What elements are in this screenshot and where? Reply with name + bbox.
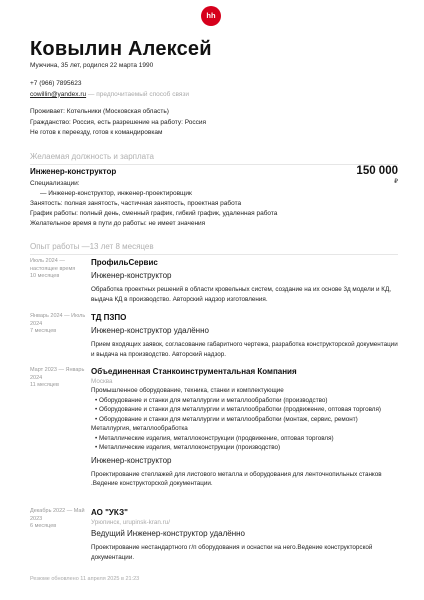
job-duration: 7 месяцев bbox=[30, 328, 57, 334]
job-body bbox=[91, 508, 398, 562]
experience-section-title: Опыт работы —13 лет 8 месяцев bbox=[30, 242, 398, 255]
job-body bbox=[91, 313, 398, 359]
job-dates: Июль 2024 — настоящее время bbox=[30, 258, 76, 272]
candidate-name: Ковылин Алексей bbox=[30, 38, 212, 60]
job-body bbox=[91, 258, 398, 304]
contacts-block bbox=[30, 79, 189, 100]
job-location: Москва bbox=[91, 378, 113, 385]
spec-label: Специализации: bbox=[30, 180, 80, 187]
job-period bbox=[30, 367, 86, 390]
job-duration: 11 месяцев bbox=[30, 382, 59, 388]
address-block bbox=[30, 107, 206, 139]
relocation: Не готов к переезду, готов к командировкам bbox=[30, 129, 163, 136]
employment: Занятость: полная занятость, частичная занятость, проектная работа bbox=[30, 200, 242, 207]
job-role: Инженер-конструктор bbox=[91, 271, 172, 280]
job-description: Проектирование нестандартного г/п оборудования и оснастки на него.Ведение конструкторской документации. bbox=[91, 544, 373, 561]
candidate-subtitle: Мужчина, 35 лет, родился 22 марта 1990 bbox=[30, 62, 154, 69]
job-period bbox=[30, 313, 86, 336]
email-line bbox=[30, 90, 189, 101]
industry-title: Промышленное оборудование, техника, станки и комплектующие bbox=[91, 387, 284, 394]
job-duration: 10 месяцев bbox=[30, 273, 60, 279]
industry-item: • Металлические изделия, металлоконструкции (продвижение, оптовая торговля) bbox=[95, 434, 334, 442]
desired-position: Инженер-конструктор bbox=[30, 167, 117, 176]
residence: Проживает: Котельники (Московская область) bbox=[30, 108, 169, 115]
commute: Желательное время в пути до работы: не имеет значения bbox=[30, 220, 206, 227]
industry-item: • Металлические изделия, металлоконструкции (производство) bbox=[95, 444, 281, 451]
job-description: Обработка проектных решений в области кровельных систем, создание на их основе 3д модели и КД, выдача КД в производство. Авторский надзор изготовления. bbox=[91, 286, 391, 303]
job-role: Инженер-конструктор удалённо bbox=[91, 326, 209, 335]
job-period bbox=[30, 508, 86, 531]
job-role: Ведущий Инженер-конструктор удалённо bbox=[91, 529, 245, 538]
job-dates: Январь 2024 — Июль 2024 bbox=[30, 313, 86, 327]
job-description: Прием входящих заявок, согласование габаритного чертежа, разработка конструкторской документации и выдача на производство. Авторский надзор. bbox=[91, 341, 398, 358]
job-period bbox=[30, 258, 86, 281]
job-role: Инженер-конструктор bbox=[91, 455, 172, 465]
hh-logo: hh bbox=[201, 6, 221, 26]
desired-details bbox=[30, 179, 330, 229]
job-dates: Декабрь 2022 — Май 2023 bbox=[30, 508, 85, 522]
job-company: Объединенная Станкоинструментальная Компания bbox=[91, 367, 297, 376]
industry-title: Металлургия, металлообработка bbox=[91, 425, 188, 432]
job-location: Урюпинск, urupinsk-kran.ru/ bbox=[91, 519, 170, 526]
industry-item: • Оборудование и станки для металлургии и металлообработки (продвижение, оптовая торговля) bbox=[95, 406, 381, 413]
job-company: АО "УКЗ" bbox=[91, 508, 128, 517]
salary-currency: ₽ bbox=[394, 179, 398, 185]
job-body bbox=[91, 367, 398, 489]
industry-item: • Оборудование и станки для металлургии и металлообработки (монтаж, сервис, ремонт) bbox=[95, 415, 358, 423]
job-company: ТД ПЗПО bbox=[91, 313, 127, 322]
schedule: График работы: полный день, сменный график, гибкий график, удаленная работа bbox=[30, 210, 278, 217]
job-duration: 6 месяцев bbox=[30, 523, 57, 529]
desired-section-title: Желаемая должность и зарплата bbox=[30, 152, 398, 165]
salary-block bbox=[356, 165, 398, 185]
email-link[interactable]: cowillin@yandex.ru bbox=[30, 90, 87, 98]
citizenship: Гражданство: Россия, есть разрешение на работу: Россия bbox=[30, 118, 207, 126]
job-company: ПрофильСервис bbox=[91, 258, 158, 267]
industry-item: • Оборудование и станки для металлургии и металлообработки (производство) bbox=[95, 396, 328, 404]
job-dates: Март 2023 — Январь 2024 bbox=[30, 367, 85, 381]
salary-amount: 150 000 bbox=[356, 165, 398, 177]
resume-updated: Резюме обновлено 11 апреля 2025 в 21:23 bbox=[30, 576, 140, 582]
spec-items: — Инженер-конструктор, инженер-проектировщик bbox=[40, 190, 192, 197]
job-description: Проектирование стеллажей для листового металла и оборудования для ленточнопильных станков .Ведение конструкторской документации. bbox=[91, 470, 382, 487]
email-note: — предпочитаемый способ связи bbox=[87, 90, 189, 98]
phone[interactable]: +7 (966) 7895623 bbox=[30, 80, 82, 87]
